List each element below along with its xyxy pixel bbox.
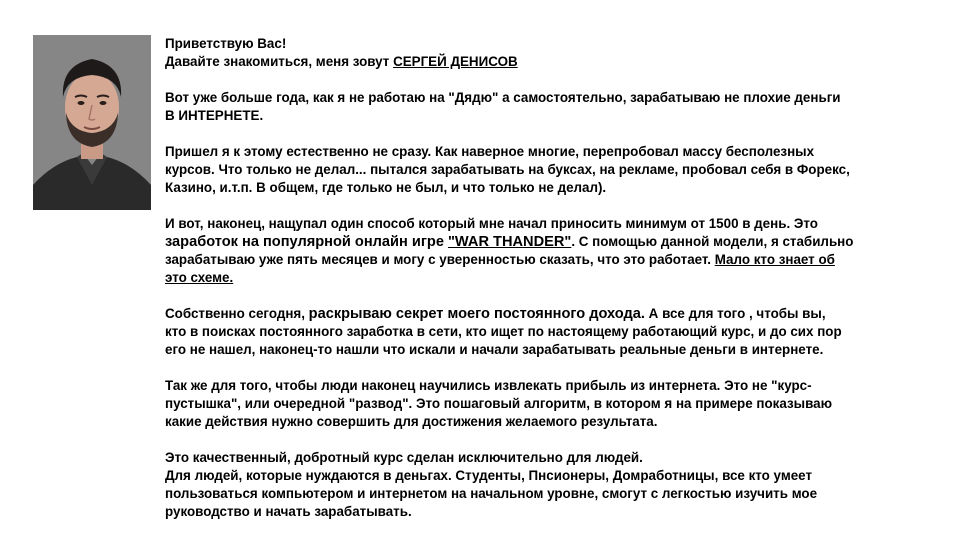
p4-prefix: Собственно сегодня, xyxy=(165,306,309,321)
p4-rest: А все для того , чтобы вы, xyxy=(644,306,826,321)
p6-line-2: Для людей, которые нуждаются в деньгах. Студенты, Пнсионеры, Домработницы, все кто умеет xyxy=(165,468,813,483)
author-photo xyxy=(33,35,151,210)
article-text xyxy=(165,35,925,539)
p6-line-1: Это качественный, добротный курс сделан исключительно для людей. xyxy=(165,450,643,465)
game-link[interactable]: "WAR THANDER" xyxy=(448,234,572,250)
p2-line-1: Пришел я к этому естественно не сразу. Как наверное многие, перепробовал массу бесполезных xyxy=(165,144,815,159)
greeting-line: Приветствую Вас! xyxy=(165,36,287,51)
p4-highlight: раскрываю секрет моего постоянного дохода. xyxy=(308,306,645,322)
p1-line-1: Вот уже больше года, как я не работаю на "Дядю" а самостоятельно, зарабатываю не плохие деньги xyxy=(165,90,841,105)
author-name-link[interactable]: СЕРГЕЙ ДЕНИСОВ xyxy=(393,54,518,69)
paragraph-3 xyxy=(165,215,925,287)
p4-line-3: его не нашел, наконец-то нашли что искали и начали зарабатывать реальные деньги в интернете. xyxy=(165,342,824,357)
p3-line-2-rest: . С помощью данной модели, я стабильно xyxy=(571,234,854,249)
p3-line-1: И вот, наконец, нащупал один способ который мне начал приносить минимум от 1500 в день. Это xyxy=(165,216,818,231)
p5-line-3: какие действия нужно совершить для достижения желаемого результата. xyxy=(165,414,658,429)
paragraph-5 xyxy=(165,377,925,431)
scheme-link-part-1[interactable]: Мало кто знает об xyxy=(714,252,835,267)
paragraph-2 xyxy=(165,143,925,197)
p4-line-2: кто в поисках постоянного заработка в сети, кто ищет по настоящему работающий курс, и до сих пор xyxy=(165,324,842,339)
intro-line: Давайте знакомиться, меня зовут xyxy=(165,54,394,69)
p6-line-3: пользоваться компьютером и интернетом на начальном уровне, смогут с легкостью изучить мое xyxy=(165,486,818,501)
author-portrait-image xyxy=(33,35,151,210)
p5-line-2: пустышка", или очередной "развод". Это пошаговый алгоритм, в котором я на примере показываю xyxy=(165,396,833,411)
p5-line-1: Так же для того, чтобы люди наконец научились извлекать прибыль из интернета. Это не "курс- xyxy=(165,378,812,393)
p3-line-2-big: заработок на популярной онлайн игре xyxy=(165,234,449,250)
p6-line-4: руководство и начать зарабатывать. xyxy=(165,504,412,519)
scheme-link-part-2[interactable]: это схеме. xyxy=(165,270,234,285)
p2-line-3: Казино, и.т.п. В общем, где только не был, и что только не делал). xyxy=(165,180,607,195)
paragraph-1 xyxy=(165,89,925,125)
p3-line-3: зарабатываю уже пять месяцев и могу с уверенностью сказать, что это работает. xyxy=(165,252,715,267)
greeting-paragraph xyxy=(165,35,925,71)
p2-line-2: курсов. Что только не делал... пытался зарабатывать на буксах, на рекламе, пробовал себя в Форекс, xyxy=(165,162,850,177)
paragraph-4 xyxy=(165,305,925,359)
paragraph-6 xyxy=(165,449,925,521)
p1-line-2: В ИНТЕРНЕТЕ. xyxy=(165,108,264,123)
